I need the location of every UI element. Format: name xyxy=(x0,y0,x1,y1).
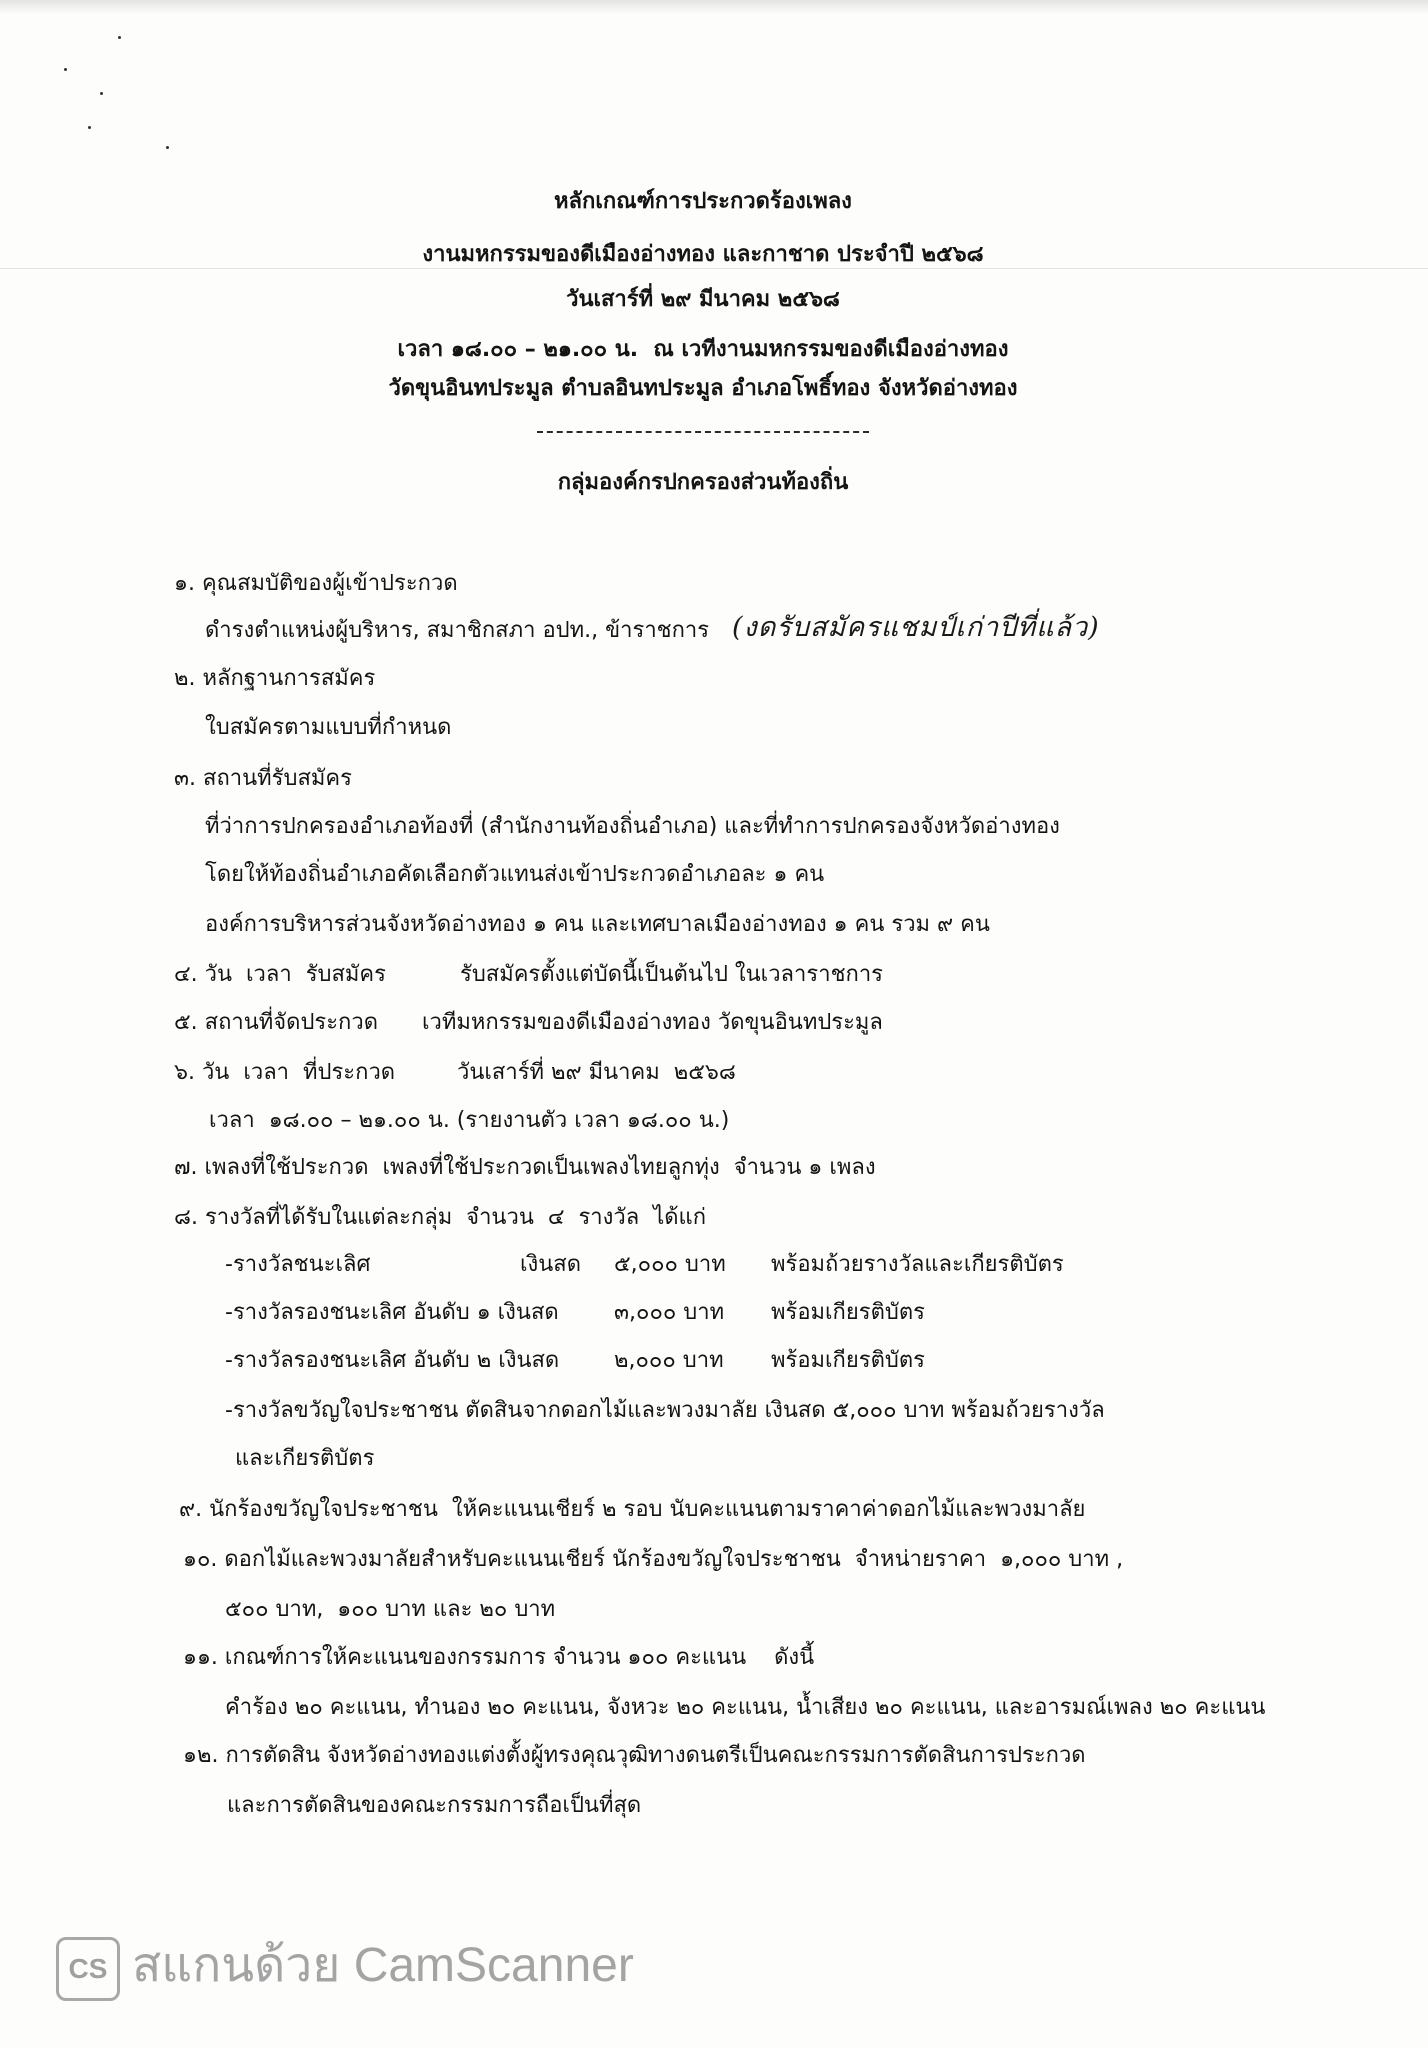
criterion-10: ๑๐. ดอกไม้และพวงมาลัยสำหรับคะแนนเชียร์ นักร้องขวัญใจประชาชน จำหน่ายราคา ๑,๐๐๐ บาท , xyxy=(183,1547,1124,1572)
scan-speck xyxy=(88,126,91,129)
popular-prize: -รางวัลขวัญใจประชาชน ตัดสินจากดอกไม้และพวงมาลัย เงินสด ๕,๐๐๐ บาท พร้อมถ้วยรางวัล xyxy=(225,1398,1105,1423)
criterion-11-cont: คำร้อง ๒๐ คะแนน, ทำนอง ๒๐ คะแนน, จังหวะ ๒๐ คะแนน, น้ำเสียง ๒๐ คะแนน, และอารมณ์เพลง ๒๐ คะแนน xyxy=(225,1695,1266,1720)
document-title: หลักเกณฑ์การประกวดร้องเพลง xyxy=(554,189,852,214)
scan-speck xyxy=(64,68,67,71)
criterion-1-heading: ๑. คุณสมบัติของผู้เข้าประกวด xyxy=(174,571,458,596)
criterion-11: ๑๑. เกณฑ์การให้คะแนนของกรรมการ จำนวน ๑๐๐ คะแนน ดังนี้ xyxy=(183,1645,815,1670)
criterion-7: ๗. เพลงที่ใช้ประกวด เพลงที่ใช้ประกวดเป็นเพลงไทยลูกทุ่ง จำนวน ๑ เพลง xyxy=(174,1155,876,1180)
group-heading: กลุ่มองค์กรปกครองส่วนท้องถิ่น xyxy=(557,470,849,495)
scan-speck xyxy=(166,146,169,149)
criterion-2-detail: ใบสมัครตามแบบที่กำหนด xyxy=(205,715,452,740)
criterion-9: ๙. นักร้องขวัญใจประชาชน ให้คะแนนเชียร์ ๒ รอบ นับคะแนนตามราคาค่าดอกไม้และพวงมาลัย xyxy=(179,1497,1086,1522)
event-time-venue: เวลา ๑๘.๐๐ – ๒๑.๐๐ น. ณ เวทีงานมหกรรมของดีเมืองอ่างทอง xyxy=(397,337,1009,362)
prize-extra: พร้อมเกียรติบัตร xyxy=(771,1348,925,1373)
event-date: วันเสาร์ที่ ๒๙ มีนาคม ๒๕๖๘ xyxy=(566,287,840,312)
criterion-2-heading: ๒. หลักฐานการสมัคร xyxy=(174,666,376,691)
prize-extra: พร้อมถ้วยรางวัลและเกียรติบัตร xyxy=(771,1252,1064,1277)
prize-amount: ๕,๐๐๐ บาท xyxy=(614,1252,726,1277)
prize-name: -รางวัลรองชนะเลิศ อันดับ ๑ เงินสด xyxy=(225,1300,559,1325)
criterion-3-heading: ๓. สถานที่รับสมัคร xyxy=(174,766,352,791)
criterion-6-label: ๖. วัน เวลา ที่ประกวด xyxy=(174,1060,396,1085)
prize-amount: ๓,๐๐๐ บาท xyxy=(614,1300,725,1325)
prize-extra: พร้อมเกียรติบัตร xyxy=(771,1300,925,1325)
camscanner-watermark: สแกนด้วย CamScanner xyxy=(132,1939,634,1992)
popular-prize-cont: และเกียรติบัตร xyxy=(235,1446,375,1471)
criterion-3-line: ที่ว่าการปกครองอำเภอท้องที่ (สำนักงานท้องถิ่นอำเภอ) และที่ทำการปกครองจังหวัดอ่างทอง xyxy=(205,814,1060,839)
scan-edge-shadow xyxy=(0,0,1428,14)
prize-name: -รางวัลรองชนะเลิศ อันดับ ๒ เงินสด xyxy=(225,1348,560,1373)
criterion-10-cont: ๕๐๐ บาท, ๑๐๐ บาท และ ๒๐ บาท xyxy=(225,1597,556,1622)
camscanner-logo: CS xyxy=(56,1937,120,2001)
header-divider xyxy=(537,431,869,433)
prize-cash-label: เงินสด xyxy=(520,1252,582,1277)
event-name: งานมหกรรมของดีเมืองอ่างทอง และกาชาด ประจำปี ๒๕๖๘ xyxy=(422,242,984,267)
scan-speck xyxy=(118,36,121,39)
criterion-6-value: วันเสาร์ที่ ๒๙ มีนาคม ๒๕๖๘ xyxy=(457,1060,736,1085)
criterion-8-heading: ๘. รางวัลที่ได้รับในแต่ละกลุ่ม จำนวน ๔ รางวัล ได้แก่ xyxy=(174,1205,707,1230)
criterion-4-value: รับสมัครตั้งแต่บัดนี้เป็นต้นไป ในเวลาราชการ xyxy=(460,962,883,987)
criterion-3-line: โดยให้ท้องถิ่นอำเภอคัดเลือกตัวแทนส่งเข้าประกวดอำเภอละ ๑ คน xyxy=(205,862,825,887)
criterion-4-label: ๔. วัน เวลา รับสมัคร xyxy=(174,962,386,987)
event-location: วัดขุนอินทประมูล ตำบลอินทประมูล อำเภอโพธิ์ทอง จังหวัดอ่างทอง xyxy=(388,376,1018,401)
criterion-12: ๑๒. การตัดสิน จังหวัดอ่างทองแต่งตั้งผู้ทรงคุณวุฒิทางดนตรีเป็นคณะกรรมการตัดสินการประกวด xyxy=(183,1743,1086,1768)
criterion-12-cont: และการตัดสินของคณะกรรมการถือเป็นที่สุด xyxy=(227,1793,642,1818)
criterion-6-time: เวลา ๑๘.๐๐ – ๒๑.๐๐ น. (รายงานตัว เวลา ๑๘.๐๐ น.) xyxy=(209,1108,730,1133)
prize-amount: ๒,๐๐๐ บาท xyxy=(614,1348,724,1373)
prize-name: -รางวัลชนะเลิศ xyxy=(225,1252,371,1277)
handwritten-note: (งดรับสมัครแชมป์เก่าปีที่แล้ว) xyxy=(732,612,1100,643)
criterion-5-label: ๕. สถานที่จัดประกวด xyxy=(174,1010,379,1035)
criterion-1-detail: ดำรงตำแหน่งผู้บริหาร, สมาชิกสภา อปท., ข้าราชการ xyxy=(205,618,710,643)
scan-speck xyxy=(100,92,103,95)
criterion-5-value: เวทีมหกรรมของดีเมืองอ่างทอง วัดขุนอินทประมูล xyxy=(422,1010,883,1035)
criterion-3-line: องค์การบริหารส่วนจังหวัดอ่างทอง ๑ คน และเทศบาลเมืองอ่างทอง ๑ คน รวม ๙ คน xyxy=(205,912,990,937)
